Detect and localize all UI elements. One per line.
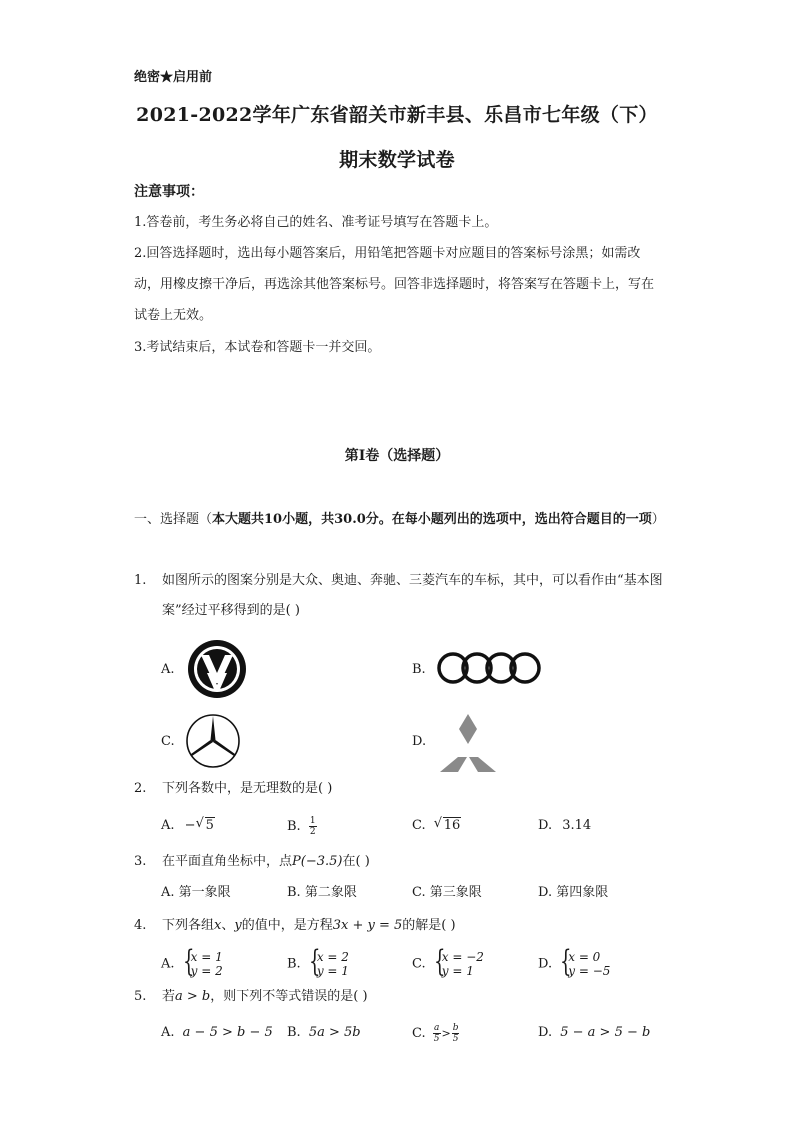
equation-system [182, 944, 223, 979]
stem-text: 若 [162, 989, 176, 1004]
notice-item-3: 3.考试结束后，本试卷和答题卡一并交回。 [134, 340, 381, 355]
radicand: 16 [443, 818, 461, 833]
q3-option-d: D. 第四象限 [538, 885, 609, 900]
section-title: 第I卷（选择题） [344, 448, 450, 464]
question-number: 2. [134, 781, 147, 796]
question-number: 5. [134, 989, 147, 1004]
inequality: a − 5 > b − 5 [182, 1025, 273, 1040]
inequality: 5 − a > 5 − b [560, 1025, 651, 1040]
notice-heading: 注意事项： [134, 184, 204, 200]
left-brace-icon: { [433, 944, 446, 979]
system-row: y = 1 [316, 964, 349, 978]
part-heading-bold: 本大题共10小题，共30.0分。在每小题列出的选项中，选出符合题目的一项 [212, 512, 652, 527]
part-heading-prefix: 一、选择题（ [134, 512, 213, 527]
numerator: b [452, 1023, 459, 1033]
stem-text: 的解是( ) [402, 918, 456, 933]
equation-system [433, 944, 484, 979]
question-number: 1. [134, 573, 147, 588]
notice-item-1: 1.答卷前，考生务必将自己的姓名、准考证号填写在答题卡上。 [134, 215, 498, 230]
question-stem: 如图所示的图案分别是大众、奥迪、奔驰、三菱汽车的车标，其中，可以看作由“基本图案”经过平移得到的是( ) [162, 573, 663, 618]
q3-option-c: C. 第三象限 [412, 885, 482, 900]
denominator: 2 [309, 827, 316, 837]
option-label: C. [412, 1026, 426, 1041]
equation: 3x + y = 5 [332, 918, 403, 933]
stem-text: 、 [221, 918, 235, 933]
stem-text: 的值中，是方程 [241, 918, 333, 933]
system-row: x = 2 [316, 950, 349, 964]
option-label: B. [287, 1025, 301, 1040]
stem-text: 在平面直角坐标中，点 [162, 854, 293, 869]
denominator: 5 [452, 1034, 459, 1044]
volkswagen-logo [187, 639, 247, 699]
stem-text: 在( ) [342, 854, 370, 869]
question-stem [162, 911, 672, 941]
option-label: B. [287, 956, 301, 972]
q4-option-c [412, 944, 484, 979]
system-row: x = −2 [441, 950, 484, 964]
exam-title-line1: 2021-2022学年广东省韶关市新丰县、乐昌市七年级（下） [136, 104, 658, 126]
q5-option-b [287, 1023, 361, 1043]
mitsubishi-logo [436, 713, 500, 773]
minus-sign: − [184, 818, 196, 833]
option-label: B. [287, 819, 301, 834]
sqrt-expression [434, 816, 462, 836]
question-number: 4. [134, 918, 147, 933]
option-a-label: A. [161, 662, 175, 677]
stem-text: ，则下列不等式错误的是( ) [210, 989, 368, 1004]
system-row: x = 0 [568, 950, 601, 964]
q2-option-c [412, 816, 461, 836]
audi-logo [436, 651, 542, 685]
greater-than-sign: > [441, 1027, 451, 1040]
part-heading [134, 505, 674, 535]
inequality: 5a > 5b [308, 1025, 361, 1040]
option-value: 3.14 [562, 818, 592, 833]
q2-option-b [287, 816, 317, 837]
q5-option-a [161, 1023, 273, 1043]
variable-y: y [234, 918, 242, 933]
option-b-label: B. [412, 662, 426, 677]
radical-sign: √ [195, 816, 204, 831]
numerator: a [433, 1023, 440, 1033]
stem-text: 下列各组 [162, 918, 215, 933]
equation-system [560, 944, 611, 979]
q4-option-a [161, 944, 223, 979]
q5-option-d [538, 1023, 650, 1043]
option-label: D. [538, 818, 553, 833]
option-label: A. [161, 1025, 175, 1040]
system-row: y = −5 [568, 964, 611, 978]
q2-option-a [161, 816, 215, 836]
radicand: 5 [205, 818, 214, 833]
system-row: y = 2 [190, 964, 223, 978]
denominator: 5 [433, 1034, 440, 1044]
option-label: C. [412, 956, 426, 972]
option-label: A. [161, 818, 175, 833]
q4-option-d [538, 944, 611, 979]
option-c-label: C. [161, 734, 175, 749]
exam-title-line2: 期末数学试卷 [339, 149, 455, 171]
q5-option-c [412, 1023, 459, 1044]
radical-sign: √ [433, 816, 443, 831]
notice-item-2: 2.回答选择题时，选出每小题答案后，用铅笔把答题卡对应题目的答案标号涂黑；如需改动，用橡皮擦干净后，再选涂其他答案标号。回答非选择题时，将答案写在答题卡上，写在试卷上无效。 [134, 246, 655, 323]
numerator: 1 [309, 816, 316, 826]
part-heading-suffix: ） [651, 512, 665, 527]
fraction [452, 1023, 460, 1044]
q4-option-b [287, 944, 349, 979]
system-row: y = 1 [441, 964, 474, 978]
system-row: x = 1 [190, 950, 223, 964]
q2-option-d [538, 816, 591, 836]
sqrt-expression [196, 816, 215, 836]
variable-x: x [214, 918, 222, 933]
option-label: D. [538, 956, 553, 972]
question-stem: 下列各数中，是无理数的是( ) [162, 781, 333, 796]
left-brace-icon: { [182, 944, 195, 979]
q3-option-b: B. 第二象限 [287, 885, 357, 900]
question-stem [162, 847, 672, 877]
equation-system [308, 944, 349, 979]
question-stem [162, 982, 672, 1012]
condition-expression: a > b [175, 989, 211, 1004]
option-label: C. [412, 818, 426, 833]
fraction [309, 816, 317, 837]
option-d-label: D. [412, 734, 427, 749]
confidential-mark: 绝密★启用前 [134, 70, 213, 85]
question-number: 3. [134, 854, 147, 869]
left-brace-icon: { [560, 944, 572, 979]
mercedes-logo [185, 713, 241, 769]
point-expression: P(−3.5) [292, 854, 343, 869]
left-brace-icon: { [308, 944, 321, 979]
fraction [433, 1023, 441, 1044]
option-label: D. [538, 1025, 553, 1040]
q3-option-a: A. 第一象限 [161, 885, 231, 900]
option-label: A. [161, 956, 175, 972]
